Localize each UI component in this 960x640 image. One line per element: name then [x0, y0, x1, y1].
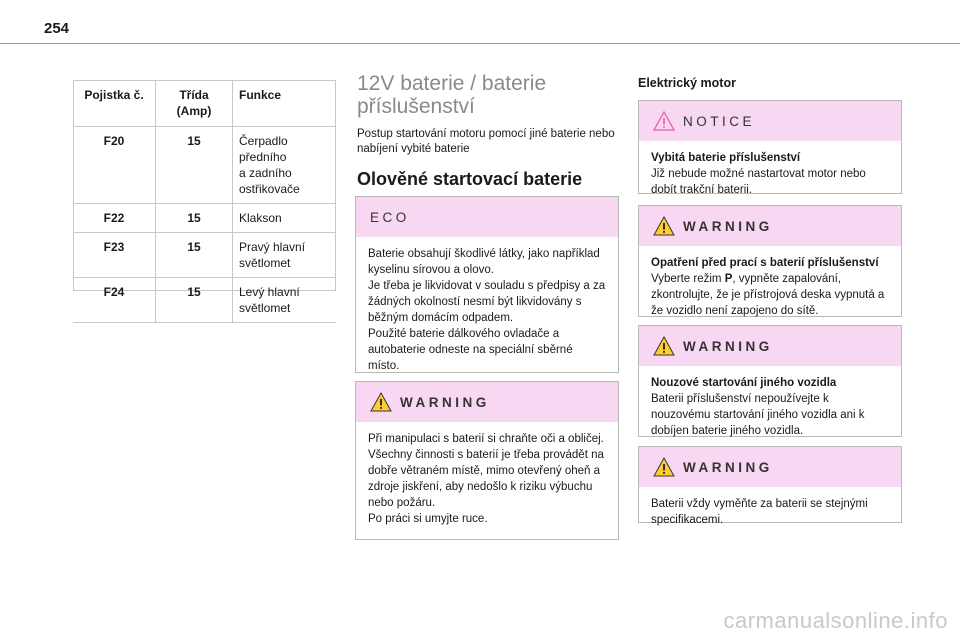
warning-note-text: Baterii vždy vyměňte za baterii se stejnými specifikacemi.: [651, 498, 868, 526]
warning-note-text: Při manipulaci s baterií si chraňte oči a obličej. Všechny činnosti s baterií je třeba provádět na dobře větraném místě, mimo otevřený oheň a zdroje jiskření, aby nedošlo k riziku výbuchu nebo požáru. Po práci si umyjte ruce.: [368, 433, 604, 525]
warning-note-header: [639, 206, 901, 246]
eco-note: [355, 196, 619, 373]
warning-note-jump: [638, 325, 902, 437]
warning-note-header: [639, 447, 901, 487]
fuse-function: Klakson: [233, 204, 337, 233]
section-title: 12V baterie / baterie příslušenství: [357, 72, 547, 118]
eco-note-header: [356, 197, 618, 237]
warning-note-header: [356, 382, 618, 422]
warning-note-prep: [638, 205, 902, 317]
table-row: [73, 233, 336, 278]
table-row: [73, 204, 336, 233]
fuse-table-header-row: [73, 80, 336, 127]
column-title: Elektrický motor: [638, 76, 736, 90]
warning-note-header: [639, 326, 901, 366]
fuse-number: F24: [73, 278, 156, 323]
warning-icon: [653, 457, 675, 477]
fuse-number: F22: [73, 204, 156, 233]
eco-note-text: Baterie obsahují škodlivé látky, jako například kyselinu sírovou a olovo. Je třeba je likvidovat v souladu s předpisy a za žádných okolností nesmí být likvidovány s běžným domácím odpadem. Použité baterie dálkového ovladače a autobaterie odneste na speciální sběrné místo.: [368, 248, 606, 372]
fuse-header-number: Pojistka č.: [73, 80, 156, 127]
warning-heading: Nouzové startování jiného vozidla: [651, 377, 837, 389]
fuse-header-amp: Třída (Amp): [156, 80, 233, 127]
warning-text: Vyberte režim P, vypněte zapalování, zkontrolujte, že je přístrojová deska vypnutá a že vozidlo není zapojeno do sítě.: [651, 273, 885, 317]
warning-note-handling: [355, 381, 619, 540]
notice-note-text: [639, 141, 901, 206]
fuse-amp: 15: [156, 127, 233, 204]
warning-note-text: [639, 366, 901, 447]
table-row: [73, 127, 336, 204]
fuse-number: F20: [73, 127, 156, 204]
fuse-amp: 15: [156, 204, 233, 233]
top-divider: [0, 43, 960, 44]
fuse-number: F23: [73, 233, 156, 278]
notice-heading: Vybitá baterie příslušenství: [651, 152, 801, 164]
notice-icon: [653, 111, 675, 131]
fuse-header-function: Funkce: [233, 80, 337, 127]
warning-icon: [653, 216, 675, 236]
fuse-function: Čerpadlo předního a zadního ostřikovače: [239, 134, 300, 196]
section-intro: Postup startování motoru pomocí jiné baterie nebo nabíjení vybité baterie: [357, 128, 615, 155]
table-row: [73, 278, 336, 323]
mode-letter: P: [724, 273, 733, 285]
page-number: 254: [44, 20, 70, 37]
notice-text: Již nebude možné nastartovat motor nebo dobít trakční baterii.: [651, 168, 866, 196]
warning-icon: [370, 392, 392, 412]
fuse-function: Pravý hlavní světlomet: [233, 233, 337, 278]
notice-note: [638, 100, 902, 194]
warning-icon: [653, 336, 675, 356]
fuse-function: Levý hlavní světlomet: [233, 278, 337, 323]
warning-label: WARNING: [400, 394, 490, 410]
warning-heading: Opatření před prací s baterií příslušenství: [651, 257, 879, 269]
warning-label: WARNING: [683, 218, 773, 234]
fuse-table: [73, 80, 336, 323]
warning-note-replace: [638, 446, 902, 526]
warning-label: WARNING: [683, 459, 773, 475]
notice-label: NOTICE: [683, 113, 756, 129]
notice-note-header: [639, 101, 901, 141]
warning-label: WARNING: [683, 338, 773, 354]
watermark: carmanualsonline.info: [723, 608, 948, 633]
warning-note-text: [639, 246, 901, 327]
fuse-amp: 15: [156, 278, 233, 323]
warning-text: Baterii příslušenství nepoužívejte k nouzovému startování jiného vozidla ani k dobíjen baterie jiného vozidla.: [651, 393, 865, 437]
section-subtitle: Olověné startovací baterie: [357, 169, 583, 189]
eco-label: ECO: [370, 209, 410, 225]
fuse-amp: 15: [156, 233, 233, 278]
